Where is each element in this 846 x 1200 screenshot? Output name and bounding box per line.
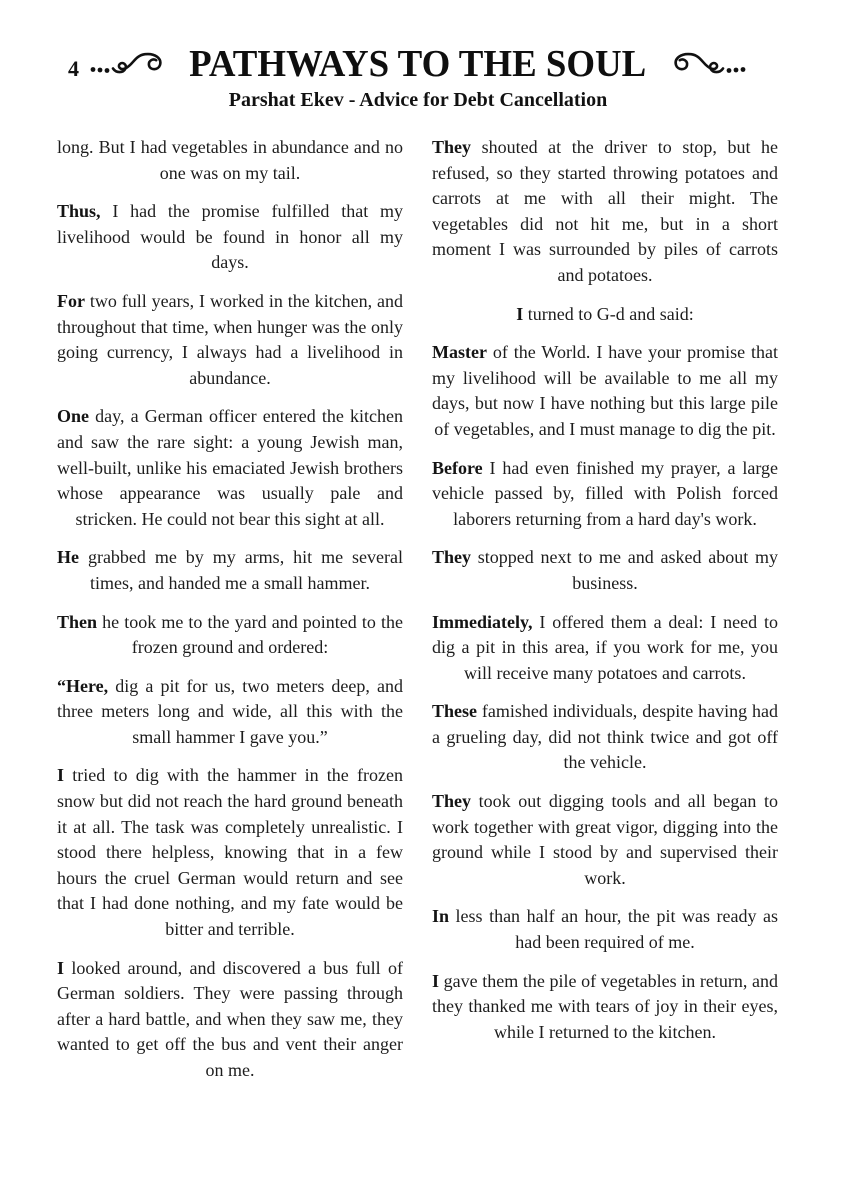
paragraph-lead-word: These [432, 701, 477, 722]
flourish-right-icon [662, 49, 748, 79]
text-column-left [57, 135, 403, 1097]
paragraph: Thus, I had the promise fulfilled that my livelihood would be found in honor all my days. [57, 201, 403, 273]
paragraph-lead-word: “Here, [57, 675, 109, 696]
paragraph: I tried to dig with the hammer in the frozen snow but did not reach the hard ground beneath it at all. The task was completely unrealistic. I stood there helpless, knowing that in a few hours the cruel German would return and see that I had done nothing, and my fate would be bitter and terrible. [57, 765, 403, 940]
page-number: 4 [68, 56, 79, 81]
page-header [57, 42, 779, 112]
text-column-right [432, 135, 778, 1097]
paragraph-lead-word: I [57, 957, 65, 978]
paragraph-lead-word: I [516, 303, 524, 324]
paragraph-lead-word: In [432, 906, 450, 927]
paragraph: Master of the World. I have your promise that my livelihood will be available to me all my days, but now I have nothing but this large pile of vegetables, and I must manage to dig the pit. [432, 342, 778, 439]
two-column-body [57, 135, 779, 1097]
paragraph: long. But I had vegetables in abundance and no one was on my tail. [57, 137, 403, 183]
paragraph-lead-word: Immediately, [432, 611, 533, 632]
paragraph: Then he took me to the yard and pointed to the frozen ground and ordered: [57, 611, 403, 658]
paragraph: “Here, dig a pit for us, two meters deep, and three meters long and wide, all this with the small hammer I gave you.” [57, 675, 403, 747]
paragraph: One day, a German officer entered the kitchen and saw the rare sight: a young Jewish man, well-built, unlike his emaciated Jewish brothers whose appearance was usually pale and stricken. He could not bear this sight at all. [57, 406, 403, 529]
paragraph: They shouted at the driver to stop, but he refused, so they started throwing potatoes and carrots at me with all their might. The vegetables did not hit me, but in a short moment I was surrounded by piles of carrots and potatoes. [432, 137, 778, 285]
paragraph: Immediately, I offered them a deal: I need to dig a pit in this area, if you work for me, you will receive many potatoes and carrots. [432, 611, 778, 683]
paragraph: They took out digging tools and all began to work together with great vigor, digging into the ground while I stood by and supervised their work. [432, 791, 778, 888]
paragraph-lead-word: They [432, 137, 472, 157]
paragraph-lead-word: I [432, 970, 440, 991]
paragraph: I turned to G-d and said: [516, 303, 694, 324]
paragraph-lead-word: They [432, 547, 472, 568]
paragraph: He grabbed me by my arms, hit me several times, and handed me a small hammer. [57, 547, 403, 593]
paragraph: They stopped next to me and asked about my business. [432, 547, 778, 593]
paragraph-lead-word: One [57, 406, 90, 427]
paragraph: For two full years, I worked in the kitchen, and throughout that time, when hunger was the only going currency, I always had a livelihood in abundance. [57, 290, 403, 388]
paragraph: In less than half an hour, the pit was ready as had been required of me. [432, 906, 778, 953]
paragraph-lead-word: He [57, 547, 79, 568]
paragraph: I gave them the pile of vegetables in return, and they thanked me with tears of joy in their eyes, while I returned to the kitchen. [432, 970, 778, 1042]
title-row [57, 42, 779, 86]
paragraph-lead-word: For [57, 290, 85, 311]
paragraph: Before I had even finished my prayer, a large vehicle passed by, filled with Polish forced laborers returning from a hard day's work. [432, 457, 778, 529]
flourish-left-icon [88, 49, 174, 79]
paragraph-lead-word: Master [432, 342, 487, 363]
page-subtitle: Parshat Ekev - Advice for Debt Cancellation [228, 89, 608, 111]
paragraph-lead-word: Before [432, 457, 483, 478]
paragraph-lead-word: I [57, 765, 65, 786]
paragraph-lead-word: Thus, [57, 201, 101, 222]
paragraph-lead-word: Then [57, 611, 98, 632]
paragraph: These famished individuals, despite having had a grueling day, did not think twice and got off the vehicle. [432, 701, 778, 773]
paragraph: I looked around, and discovered a bus full of German soldiers. They were passing through after a hard battle, and when they saw me, they wanted to get off the bus and vent their anger on me. [57, 957, 403, 1080]
page-title: PATHWAYS TO THE SOUL [189, 43, 647, 85]
paragraph-lead-word: They [432, 791, 472, 812]
